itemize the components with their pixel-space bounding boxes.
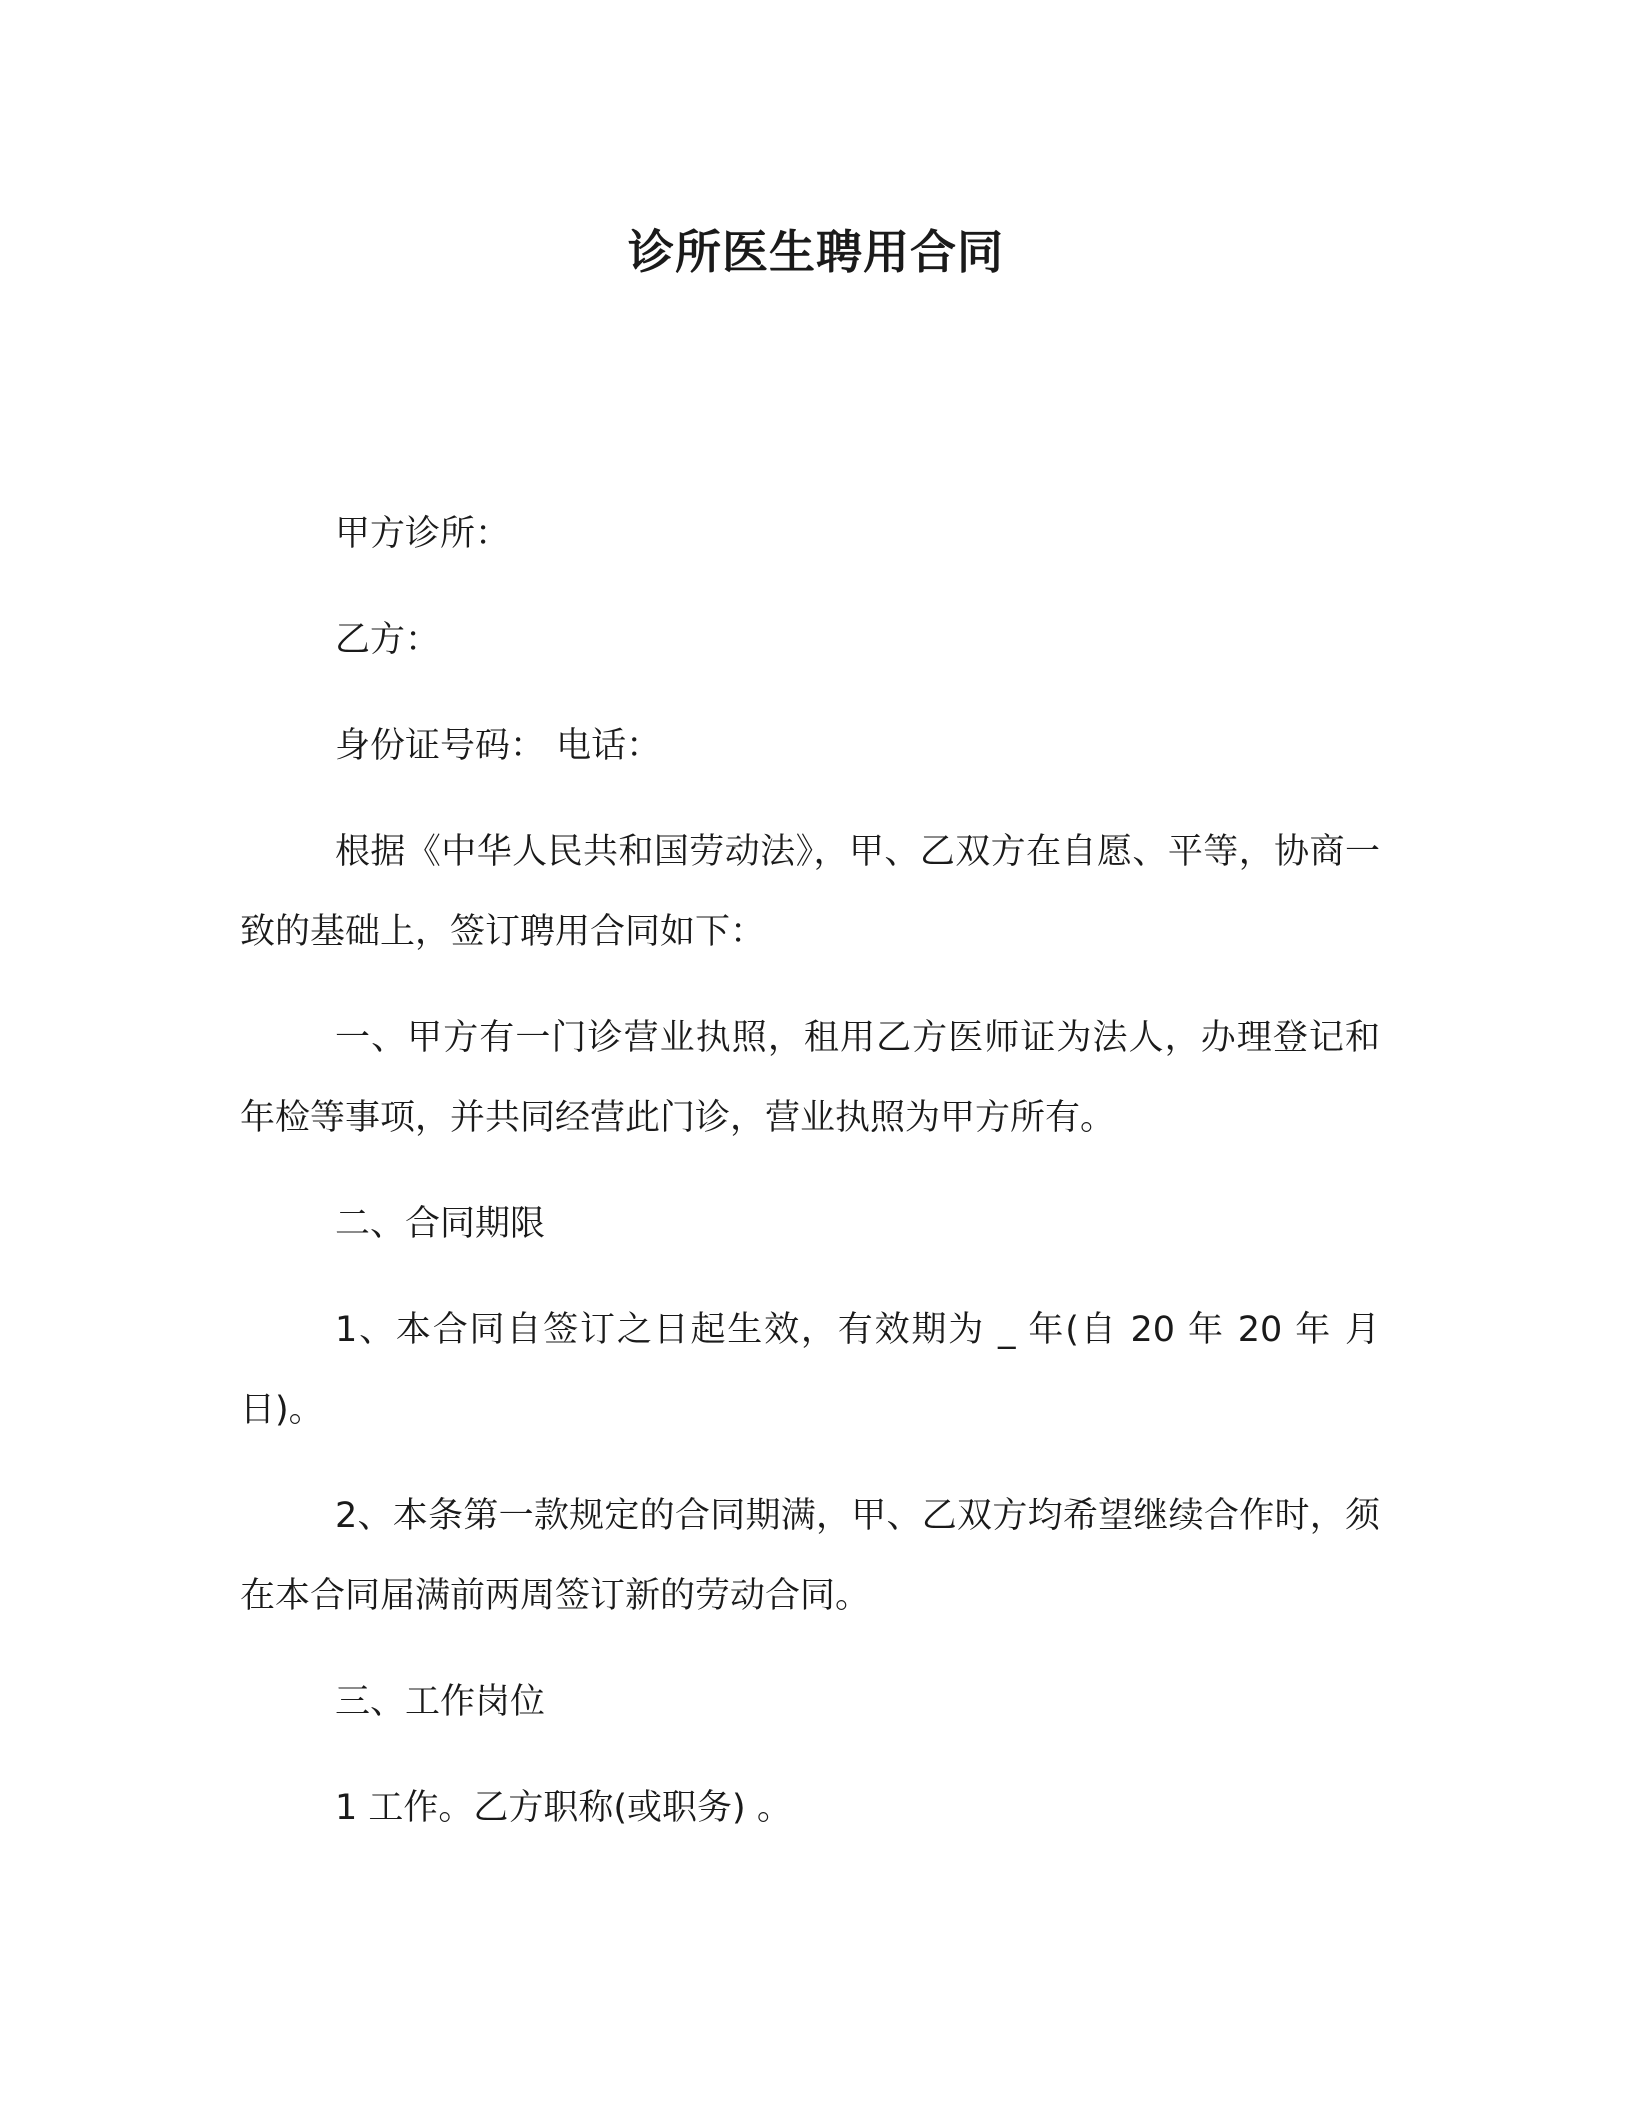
document-title: 诊所医生聘用合同 — [628, 225, 1004, 279]
clause-2-2-paragraph: 2、本条第一款规定的合同期满，甲、乙双方均希望继续合作时，须在本合同届满前两周签订新的劳动合同。 — [240, 1496, 1380, 1616]
clause-1-paragraph: 一、甲方有一门诊营业执照，租用乙方医师证为法人，办理登记和年检等事项，并共同经营此门诊，营业执照为甲方所有。 — [240, 1018, 1380, 1138]
document-body — [240, 494, 1380, 1874]
section-2-heading: 二、合同期限 — [335, 1204, 546, 1244]
id-phone-line: 身份证号码： 电话： — [335, 726, 662, 766]
clause-2-1-paragraph: 1、本合同自签订之日起生效，有效期为 _ 年(自 20 年 20 年 月日)。 — [240, 1310, 1380, 1430]
clause-3-1-paragraph: 1 工作。乙方职称(或职务) 。 — [335, 1788, 792, 1828]
preamble-paragraph: 根据《中华人民共和国劳动法》，甲、乙双方在自愿、平等，协商一致的基础上，签订聘用合同如下： — [240, 832, 1380, 952]
section-3-heading: 三、工作岗位 — [335, 1682, 546, 1722]
party-b-line: 乙方： — [335, 620, 441, 660]
party-a-line: 甲方诊所： — [335, 514, 511, 554]
